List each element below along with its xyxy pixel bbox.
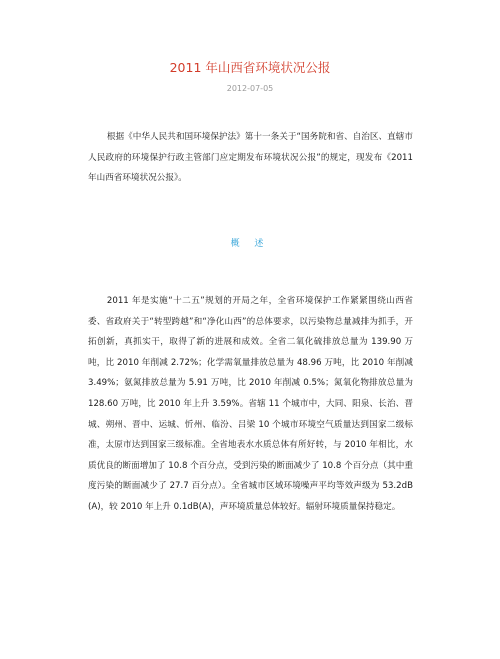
section-heading-overview: 概 述 bbox=[230, 239, 270, 249]
article-title: 2011 年山西省环境状况公报 bbox=[169, 60, 331, 75]
article-date: 2012-07-05 bbox=[226, 84, 274, 93]
overview-paragraph: 2011 年是实施“十二五”规划的开局之年，全省环境保护工作紧紧围绕山西省委、省政府关于“转型跨越”和“净化山西”的总体要求，以污染物总量减排为抓手，开拓创新，真抓实干，取得了新的进展和成效。全省二氧化硫排放总量为 139.90 万吨，比 2010 年削减 2.72%；化学需氧量排放总量为 48.96 万吨，比 2010 年削减 3.49%；氨氮排放总量为 5.91 万吨，比 2010 年削减 0.5%；氮氧化物排放总量为 128.60 万吨，比 2010 年上升 3.59%。省辖 11 个城市中，大同、阳泉、长治、晋城、朔州、晋中、运城、忻州、临汾、吕梁 10 个城市环境空气质量达到国家二级标准，太原市达到国家三级标准。全省地表水水质总体有所好转，与 2010 年相比，水质优良的断面增加了 10.8 个百分点，受到污染的断面减少了 10.8 个百分点（其中重度污染的断面减少了 27.7 百分点）。全省城市区域环境噪声平均等效声级为 53.2dB(A)，较 2010 年上升 0.1dB(A)，声环境质量总体较好。辐射环境质量保持稳定。 bbox=[88, 296, 413, 512]
intro-paragraph: 根据《中华人民共和国环境保护法》第十一条关于“国务院和省、自治区、直辖市人民政府的环境保护行政主管部门应定期发布环境状况公报”的规定，现发布《2011 年山西省环境状况公报》。 bbox=[88, 132, 413, 184]
